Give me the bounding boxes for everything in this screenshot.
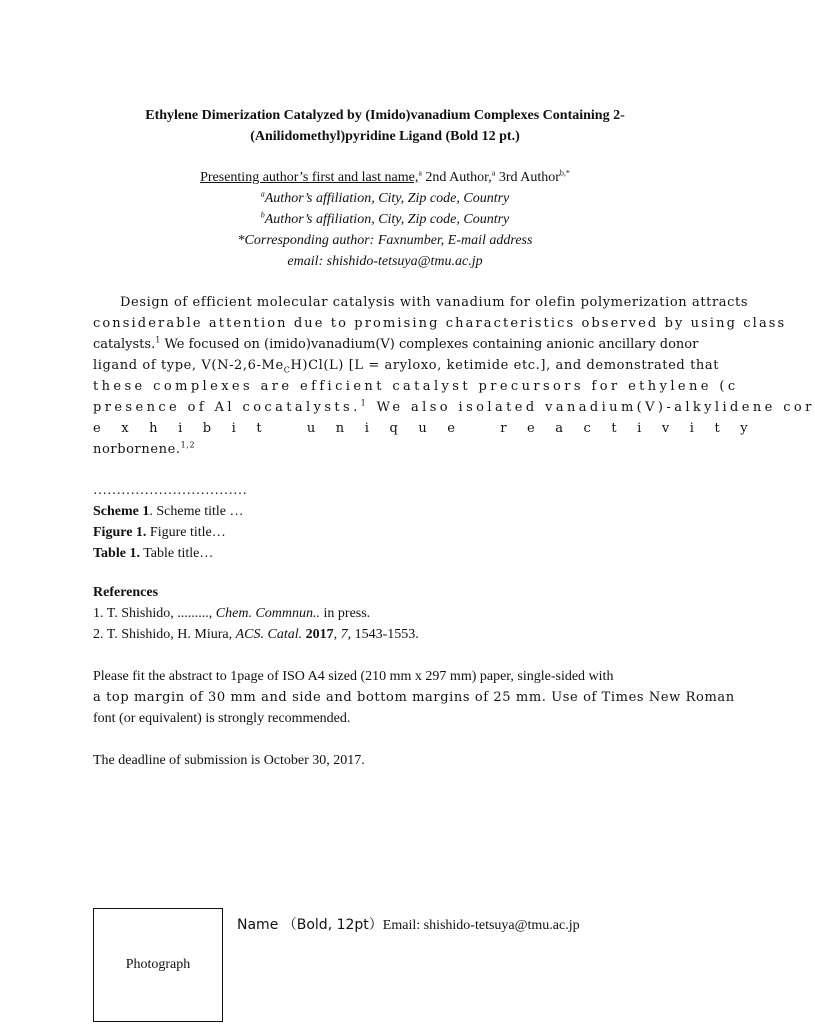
abstract-line-7-char: e xyxy=(526,421,536,436)
note-line-2: a top margin of 30 mm and side and bottom margins of 25 mm. Use of Times New Roman xyxy=(93,690,735,705)
author-sup-b: b,* xyxy=(559,168,570,178)
affiliation-b xyxy=(90,209,680,230)
abstract-line-7-char: e xyxy=(447,421,456,436)
abstract-line-2: considerable attention due to promising characteristics observed by using class xyxy=(93,316,787,331)
affiliation-a-text: Author’s affiliation, City, Zip code, Country xyxy=(264,191,510,206)
abstract-line-5: these complexes are efficient catalyst precursors for ethylene (c xyxy=(93,379,739,394)
abstract-line-7-char: u xyxy=(306,421,316,436)
affiliation-a-sup: a xyxy=(260,189,265,199)
abstract-line-7-char: b xyxy=(202,421,212,436)
abstract-line-7-char: e xyxy=(93,421,102,436)
email-label: Email: shishido-tetsuya@tmu.ac.jp xyxy=(382,918,580,933)
dots-separator: …………………………… xyxy=(93,483,247,498)
name-label: Name （Bold, 12pt） xyxy=(237,917,383,933)
abstract-line-7-char: q xyxy=(389,421,399,436)
author-line xyxy=(90,167,680,188)
references-heading: References xyxy=(93,585,159,600)
abstract-line-7-char: i xyxy=(637,421,642,436)
abstract-line-7-char: h xyxy=(149,421,159,436)
abstract-line-4c: H xyxy=(290,358,303,373)
abstract-line-6a: presence of Al cocatalysts. xyxy=(93,400,361,415)
abstract-line-3b: We focused on (imido)vanadium(V) complexes containing anionic ancillary donor xyxy=(160,337,699,352)
affiliation-a xyxy=(90,188,680,209)
abstract-line-7-char: x xyxy=(121,421,130,436)
corresponding-author: *Corresponding author: Faxnumber, E-mail address xyxy=(237,233,533,248)
abstract-line-3 xyxy=(93,334,773,355)
abstract-line-3-sup: 1 xyxy=(155,335,161,345)
author-sup-a1: a xyxy=(418,168,422,178)
abstract-line-7-char: i xyxy=(231,421,237,436)
reference-2-volume: 7 xyxy=(340,627,348,642)
photograph-label: Photograph xyxy=(125,957,191,972)
figure-label: Figure 1. xyxy=(93,525,147,540)
reference-1-authors: 1. T. Shishido, ........., xyxy=(93,606,216,621)
deadline-text: The deadline of submission is October 30, 2017. xyxy=(93,753,365,768)
abstract-line-7-char xyxy=(768,418,773,439)
reference-1-status: in press. xyxy=(320,606,371,621)
abstract-line-7-char: u xyxy=(418,421,428,436)
author-block xyxy=(90,167,680,272)
reference-2-journal: ACS. Catal. xyxy=(235,627,303,642)
title-line-1: Ethylene Dimerization Catalyzed by (Imido)vanadium Complexes Containing 2- xyxy=(145,108,625,123)
abstract-line-8 xyxy=(93,439,773,460)
reference-2-sep: , xyxy=(333,627,341,642)
abstract-line-4 xyxy=(93,355,773,376)
name-email-line xyxy=(237,915,580,936)
abstract-line-7 xyxy=(93,418,773,439)
abstract-line-3a: catalysts. xyxy=(93,337,156,352)
abstract-body xyxy=(93,292,815,460)
second-author: 2nd Author, xyxy=(421,170,492,185)
references-block xyxy=(93,582,419,645)
abstract-line-7-char: y xyxy=(740,421,749,436)
reference-1-journal: Chem. Commnun.. xyxy=(215,606,321,621)
note-line-3: font (or equivalent) is strongly recommended. xyxy=(93,711,351,726)
abstract-line-7-char: c xyxy=(583,421,592,436)
affiliation-b-text: Author’s affiliation, City, Zip code, Country xyxy=(264,212,510,227)
figure-caption xyxy=(93,522,247,543)
abstract-line-7-char: t xyxy=(611,421,618,436)
abstract-line-4a: ligand of type, V(N-2,6-Me xyxy=(93,358,284,373)
abstract-line-7-char: a xyxy=(555,421,564,436)
reference-2 xyxy=(93,624,419,645)
author-sup-a2: a xyxy=(491,168,496,178)
third-author: 3rd Author xyxy=(495,170,560,185)
abstract-line-7-char: t xyxy=(714,421,721,436)
abstract-line-4e: (L) [L = aryloxo, ketimide etc.], and demonstrated that xyxy=(323,358,720,373)
abstract-line-6 xyxy=(93,397,815,418)
scheme-caption xyxy=(93,501,247,522)
abstract-line-7-char: i xyxy=(364,421,370,436)
table-text: Table title… xyxy=(139,546,214,561)
abstract-line-7-char: i xyxy=(689,421,695,436)
abstract-line-7-char xyxy=(282,418,287,439)
figure-text: Figure title… xyxy=(146,525,226,540)
abstract-line-7-char: r xyxy=(500,421,508,436)
paper-title xyxy=(90,105,680,147)
abstract-line-6b: We also isolated vanadium(V)-alkylidene cor xyxy=(369,400,815,415)
reference-1 xyxy=(93,603,419,624)
affiliation-b-sup: b xyxy=(260,210,265,220)
table-label: Table 1. xyxy=(93,546,140,561)
abstract-line-1: Design of efficient molecular catalysis with vanadium for olefin polymerization attracts xyxy=(120,295,749,310)
reference-2-authors: 2. T. Shishido, H. Miura, xyxy=(93,627,236,642)
abstract-line-6-sup: 1 xyxy=(360,398,370,408)
scheme-text: . Scheme title … xyxy=(149,504,244,519)
abstract-line-7-char: v xyxy=(661,421,670,436)
scheme-label: Scheme 1 xyxy=(93,504,150,519)
table-caption xyxy=(93,543,247,564)
captions-block xyxy=(93,480,247,564)
formatting-note xyxy=(93,666,763,729)
abstract-line-7-char: t xyxy=(256,421,263,436)
abstract-line-4b: C xyxy=(283,365,291,375)
photograph-placeholder xyxy=(93,908,223,1022)
abstract-line-7-char xyxy=(476,418,481,439)
abstract-line-8-sup: 1,2 xyxy=(180,440,196,450)
title-line-2: (Anilidomethyl)pyridine Ligand (Bold 12 pt.) xyxy=(250,129,520,144)
author-email: email: shishido-tetsuya@tmu.ac.jp xyxy=(287,254,483,269)
presenting-author: Presenting author’s first and last name, xyxy=(200,170,419,185)
reference-2-year: 2017 xyxy=(305,627,334,642)
abstract-line-7-char: n xyxy=(335,421,345,436)
reference-2-pages: , 1543-1553. xyxy=(347,627,419,642)
note-line-1: Please fit the abstract to 1page of ISO A4 sized (210 mm x 297 mm) paper, single-sided with xyxy=(93,669,614,684)
abstract-line-8a: norbornene. xyxy=(93,442,181,457)
abstract-line-4d: )Cl xyxy=(302,358,324,373)
abstract-line-7-char: i xyxy=(178,421,183,436)
